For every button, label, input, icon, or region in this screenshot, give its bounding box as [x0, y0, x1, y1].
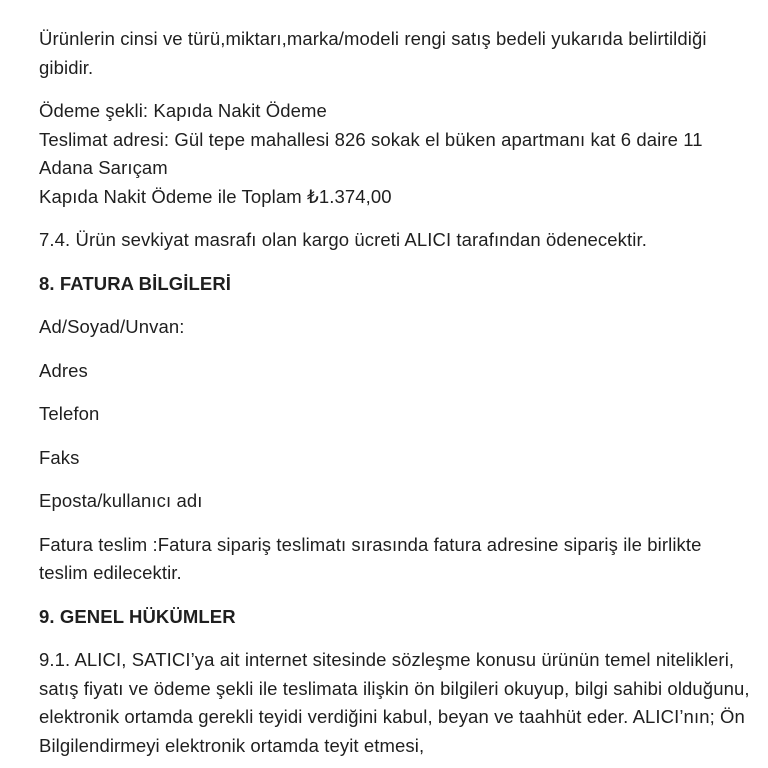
- invoice-field-address-label: Adres: [39, 359, 88, 381]
- paragraph-payment-delivery: [39, 97, 754, 211]
- section-heading-general-terms: 9. GENEL HÜKÜMLER: [39, 605, 236, 627]
- invoice-field-phone-label: Telefon: [39, 403, 100, 424]
- paragraph-invoice-delivery-note: Fatura teslim :Fatura sipariş teslimatı sırasında fatura adresine sipariş ile birlikte teslim edilecektir.: [39, 533, 702, 583]
- clause-9-1-buyer-confirmation: 9.1. ALICI, SATICI’ya ait internet sitesinde sözleşme konusu ürünün temel nitelikleri, satış fiyatı ve ödeme şekli ile teslimata ilişkin ön bilgileri okuyup, bilgi sahibi olduğunu, elektronik ortamda gerekli teyidi verdiğini kabul, beyan ve taahhüt eder. ALICI’nın; Ön Bilgilendirmeyi elektronik ortamda teyit etmesi,: [39, 649, 750, 756]
- invoice-field-email-label: Eposta/kullanıcı adı: [39, 490, 203, 511]
- total-amount-line: Kapıda Nakit Ödeme ile Toplam ₺1.374,00: [39, 185, 392, 207]
- invoice-field-fax-label: Faks: [39, 446, 80, 468]
- section-heading-invoice-info: 8. FATURA BİLGİLERİ: [39, 272, 232, 294]
- payment-method-line: Ödeme şekli: Kapıda Nakit Ödeme: [39, 100, 327, 121]
- delivery-address-line: Teslimat adresi: Gül tepe mahallesi 826 sokak el büken apartmanı kat 6 daire 11 Adana Sarıçam: [39, 128, 703, 178]
- clause-7-4-shipping-cost: 7.4. Ürün sevkiyat masrafı olan kargo ücreti ALICI tarafından ödenecektir.: [39, 229, 647, 250]
- paragraph-product-description: Ürünlerin cinsi ve türü,miktarı,marka/modeli rengi satış bedeli yukarıda belirtildiği gibidir.: [39, 28, 707, 78]
- invoice-field-name-label: Ad/Soyad/Unvan:: [39, 316, 185, 337]
